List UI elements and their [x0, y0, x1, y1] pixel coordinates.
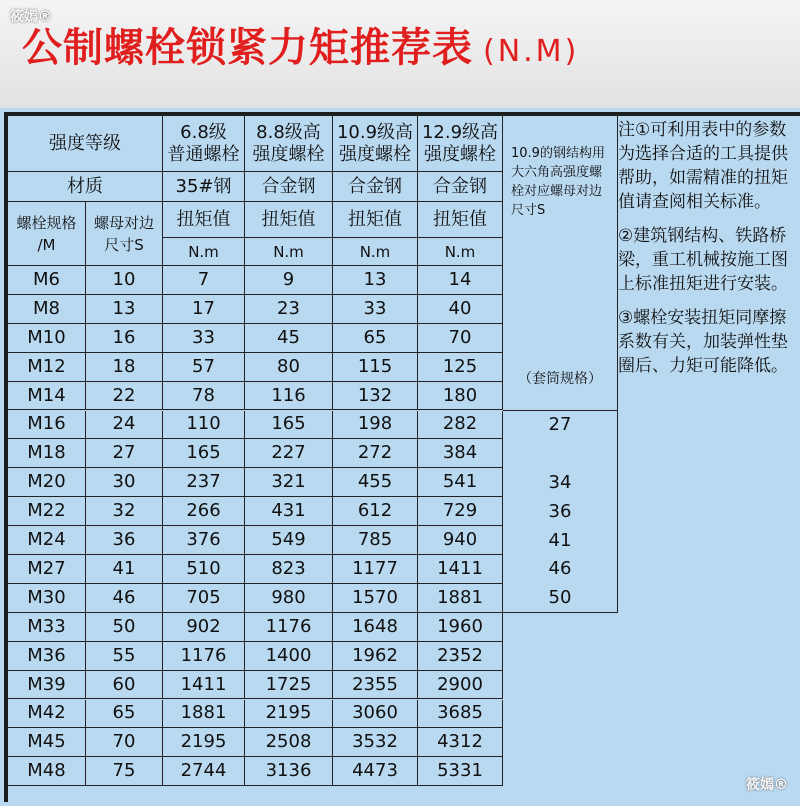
table-cell-g129: 125 — [418, 353, 503, 382]
socket-spec-label: （套筒规格） — [518, 371, 602, 388]
table-cell-g68: 57 — [163, 353, 245, 382]
socket-size-cell: 27 — [503, 411, 618, 440]
table-cell-g129: 4312 — [418, 728, 503, 757]
table-cell-g68: 1411 — [163, 671, 245, 700]
table-cell-size: M36 — [8, 642, 86, 671]
table-cell-g68: 266 — [163, 497, 245, 526]
grade-header-2: 10.9级高 强度螺栓 — [333, 116, 418, 172]
table-cell-size: M20 — [8, 468, 86, 497]
table-cell-g129: 3685 — [418, 700, 503, 729]
table-cell-g68: 902 — [163, 613, 245, 642]
table-cell-g109: 1570 — [333, 584, 418, 613]
socket-size-cell: 41 — [503, 526, 618, 555]
grade-label: 强度等级 — [8, 116, 163, 172]
nut-size-label: 螺母对边 尺寸S — [86, 202, 163, 266]
table-cell-g109: 2355 — [333, 671, 418, 700]
table-cell-s: 24 — [86, 411, 163, 440]
table-cell-s: 32 — [86, 497, 163, 526]
table-cell-g129: 1881 — [418, 584, 503, 613]
material-cell-3: 合金钢 — [418, 172, 503, 202]
table-cell-size: M10 — [8, 324, 86, 353]
table-cell-s: 70 — [86, 728, 163, 757]
table-cell-s: 22 — [86, 382, 163, 411]
material-cell-0: 35#钢 — [163, 172, 245, 202]
socket-size-cell: 34 — [503, 468, 618, 497]
table-cell-s: 13 — [86, 295, 163, 324]
table-cell-g129: 729 — [418, 497, 503, 526]
table-cell-g68: 17 — [163, 295, 245, 324]
socket-size-cell: 46 — [503, 555, 618, 584]
note-1: 注①可利用表中的参数为选择合适的工具提供帮助，如需精准的扭矩值请查阅相关标准。 — [618, 120, 788, 212]
table-cell-g109: 132 — [333, 382, 418, 411]
socket-size-cell — [503, 439, 618, 468]
watermark-top: 筱嫣® — [10, 9, 52, 25]
table-cell-s: 36 — [86, 526, 163, 555]
table-cell-g88: 2195 — [245, 700, 333, 729]
table-cell-g88: 549 — [245, 526, 333, 555]
table-cell-g109: 612 — [333, 497, 418, 526]
torque-label-2: 扭矩值 — [333, 202, 418, 238]
table-cell-g88: 45 — [245, 324, 333, 353]
socket-size-header — [503, 116, 618, 411]
table-cell-g109: 65 — [333, 324, 418, 353]
table-cell-s: 18 — [86, 353, 163, 382]
torque-label-0: 扭矩值 — [163, 202, 245, 238]
table-cell-g129: 5331 — [418, 757, 503, 786]
table-cell-g68: 2744 — [163, 757, 245, 786]
table-cell-g129: 70 — [418, 324, 503, 353]
title-unit: (N.M) — [483, 34, 580, 69]
table-cell-g88: 227 — [245, 439, 333, 468]
title-text: 公制螺栓锁紧力矩推荐表 — [22, 25, 473, 71]
table-cell-g129: 541 — [418, 468, 503, 497]
torque-unit-0: N.m — [163, 238, 245, 266]
watermark-bottom: 筱嫣® — [746, 777, 788, 793]
torque-table — [8, 116, 618, 806]
table-cell-g109: 3060 — [333, 700, 418, 729]
table-cell-g68: 376 — [163, 526, 245, 555]
table-cell-size: M27 — [8, 555, 86, 584]
note-2: ②建筑钢结构、铁路桥梁，重工机械按施工图上标准扭矩进行安装。 — [618, 226, 788, 294]
table-cell-size: M16 — [8, 411, 86, 440]
table-cell-s: 55 — [86, 642, 163, 671]
table-cell-size: M18 — [8, 439, 86, 468]
torque-unit-3: N.m — [418, 238, 503, 266]
table-cell-g68: 705 — [163, 584, 245, 613]
table-cell-size: M14 — [8, 382, 86, 411]
table-cell-g129: 2900 — [418, 671, 503, 700]
table-cell-g109: 1648 — [333, 613, 418, 642]
table-cell-g88: 3136 — [245, 757, 333, 786]
torque-unit-1: N.m — [245, 238, 333, 266]
table-cell-g88: 1400 — [245, 642, 333, 671]
table-cell-g88: 9 — [245, 266, 333, 295]
table-cell-s: 27 — [86, 439, 163, 468]
table-cell-g88: 2508 — [245, 728, 333, 757]
table-cell-g109: 115 — [333, 353, 418, 382]
table-cell-g88: 980 — [245, 584, 333, 613]
table-cell-g129: 14 — [418, 266, 503, 295]
table-cell-g68: 7 — [163, 266, 245, 295]
table-cell-size: M12 — [8, 353, 86, 382]
table-cell-g129: 1960 — [418, 613, 503, 642]
table-cell-g68: 1881 — [163, 700, 245, 729]
table-cell-g88: 1725 — [245, 671, 333, 700]
socket-size-cell: 36 — [503, 497, 618, 526]
table-cell-size: M33 — [8, 613, 86, 642]
torque-unit-2: N.m — [333, 238, 418, 266]
table-cell-size: M39 — [8, 671, 86, 700]
table-cell-g88: 165 — [245, 411, 333, 440]
table-cell-g129: 384 — [418, 439, 503, 468]
table-cell-g88: 431 — [245, 497, 333, 526]
socket-header-text: 10.9的钢结构用大六角高强度螺栓对应螺母对边尺寸S — [511, 146, 605, 218]
table-cell-g88: 823 — [245, 555, 333, 584]
table-cell-g68: 110 — [163, 411, 245, 440]
bolt-spec-label: 螺栓规格 /M — [8, 202, 86, 266]
table-cell-g109: 3532 — [333, 728, 418, 757]
table-cell-g109: 4473 — [333, 757, 418, 786]
material-cell-1: 合金钢 — [245, 172, 333, 202]
table-cell-g129: 940 — [418, 526, 503, 555]
grade-header-3: 12.9级高 强度螺栓 — [418, 116, 503, 172]
table-cell-size: M42 — [8, 700, 86, 729]
torque-label-3: 扭矩值 — [418, 202, 503, 238]
table-cell-g68: 165 — [163, 439, 245, 468]
table-cell-g109: 272 — [333, 439, 418, 468]
table-cell-g129: 282 — [418, 411, 503, 440]
table-cell-s: 50 — [86, 613, 163, 642]
table-cell-s: 46 — [86, 584, 163, 613]
socket-size-cell: 50 — [503, 584, 618, 613]
table-cell-g68: 237 — [163, 468, 245, 497]
table-cell-g109: 198 — [333, 411, 418, 440]
table-cell-s: 65 — [86, 700, 163, 729]
table-cell-g88: 80 — [245, 353, 333, 382]
table-cell-size: M6 — [8, 266, 86, 295]
table-cell-g129: 1411 — [418, 555, 503, 584]
table-cell-s: 30 — [86, 468, 163, 497]
table-cell-g109: 785 — [333, 526, 418, 555]
notes-panel — [618, 118, 796, 388]
torque-label-1: 扭矩值 — [245, 202, 333, 238]
table-cell-g109: 1962 — [333, 642, 418, 671]
table-cell-g129: 180 — [418, 382, 503, 411]
material-cell-2: 合金钢 — [333, 172, 418, 202]
table-cell-g68: 510 — [163, 555, 245, 584]
table-cell-s: 10 — [86, 266, 163, 295]
table-cell-g68: 2195 — [163, 728, 245, 757]
table-cell-s: 60 — [86, 671, 163, 700]
table-cell-g88: 116 — [245, 382, 333, 411]
table-cell-s: 75 — [86, 757, 163, 786]
table-cell-size: M48 — [8, 757, 86, 786]
table-cell-size: M45 — [8, 728, 86, 757]
grade-header-1: 8.8级高 强度螺栓 — [245, 116, 333, 172]
table-cell-g88: 23 — [245, 295, 333, 324]
table-cell-g88: 1176 — [245, 613, 333, 642]
table-cell-g129: 2352 — [418, 642, 503, 671]
table-cell-size: M30 — [8, 584, 86, 613]
page-title — [22, 16, 579, 73]
table-cell-g68: 1176 — [163, 642, 245, 671]
table-cell-g109: 1177 — [333, 555, 418, 584]
table-cell-size: M24 — [8, 526, 86, 555]
table-cell-g88: 321 — [245, 468, 333, 497]
grade-header-0: 6.8级 普通螺栓 — [163, 116, 245, 172]
table-cell-size: M22 — [8, 497, 86, 526]
table-cell-g68: 78 — [163, 382, 245, 411]
table-cell-g109: 455 — [333, 468, 418, 497]
note-3: ③螺栓安装扭矩同摩擦系数有关，加装弹性垫圈后、力矩可能降低。 — [618, 308, 788, 376]
table-cell-s: 16 — [86, 324, 163, 353]
table-cell-g109: 33 — [333, 295, 418, 324]
table-cell-s: 41 — [86, 555, 163, 584]
material-label: 材质 — [8, 172, 163, 202]
table-cell-size: M8 — [8, 295, 86, 324]
table-cell-g129: 40 — [418, 295, 503, 324]
table-cell-g109: 13 — [333, 266, 418, 295]
table-cell-g68: 33 — [163, 324, 245, 353]
